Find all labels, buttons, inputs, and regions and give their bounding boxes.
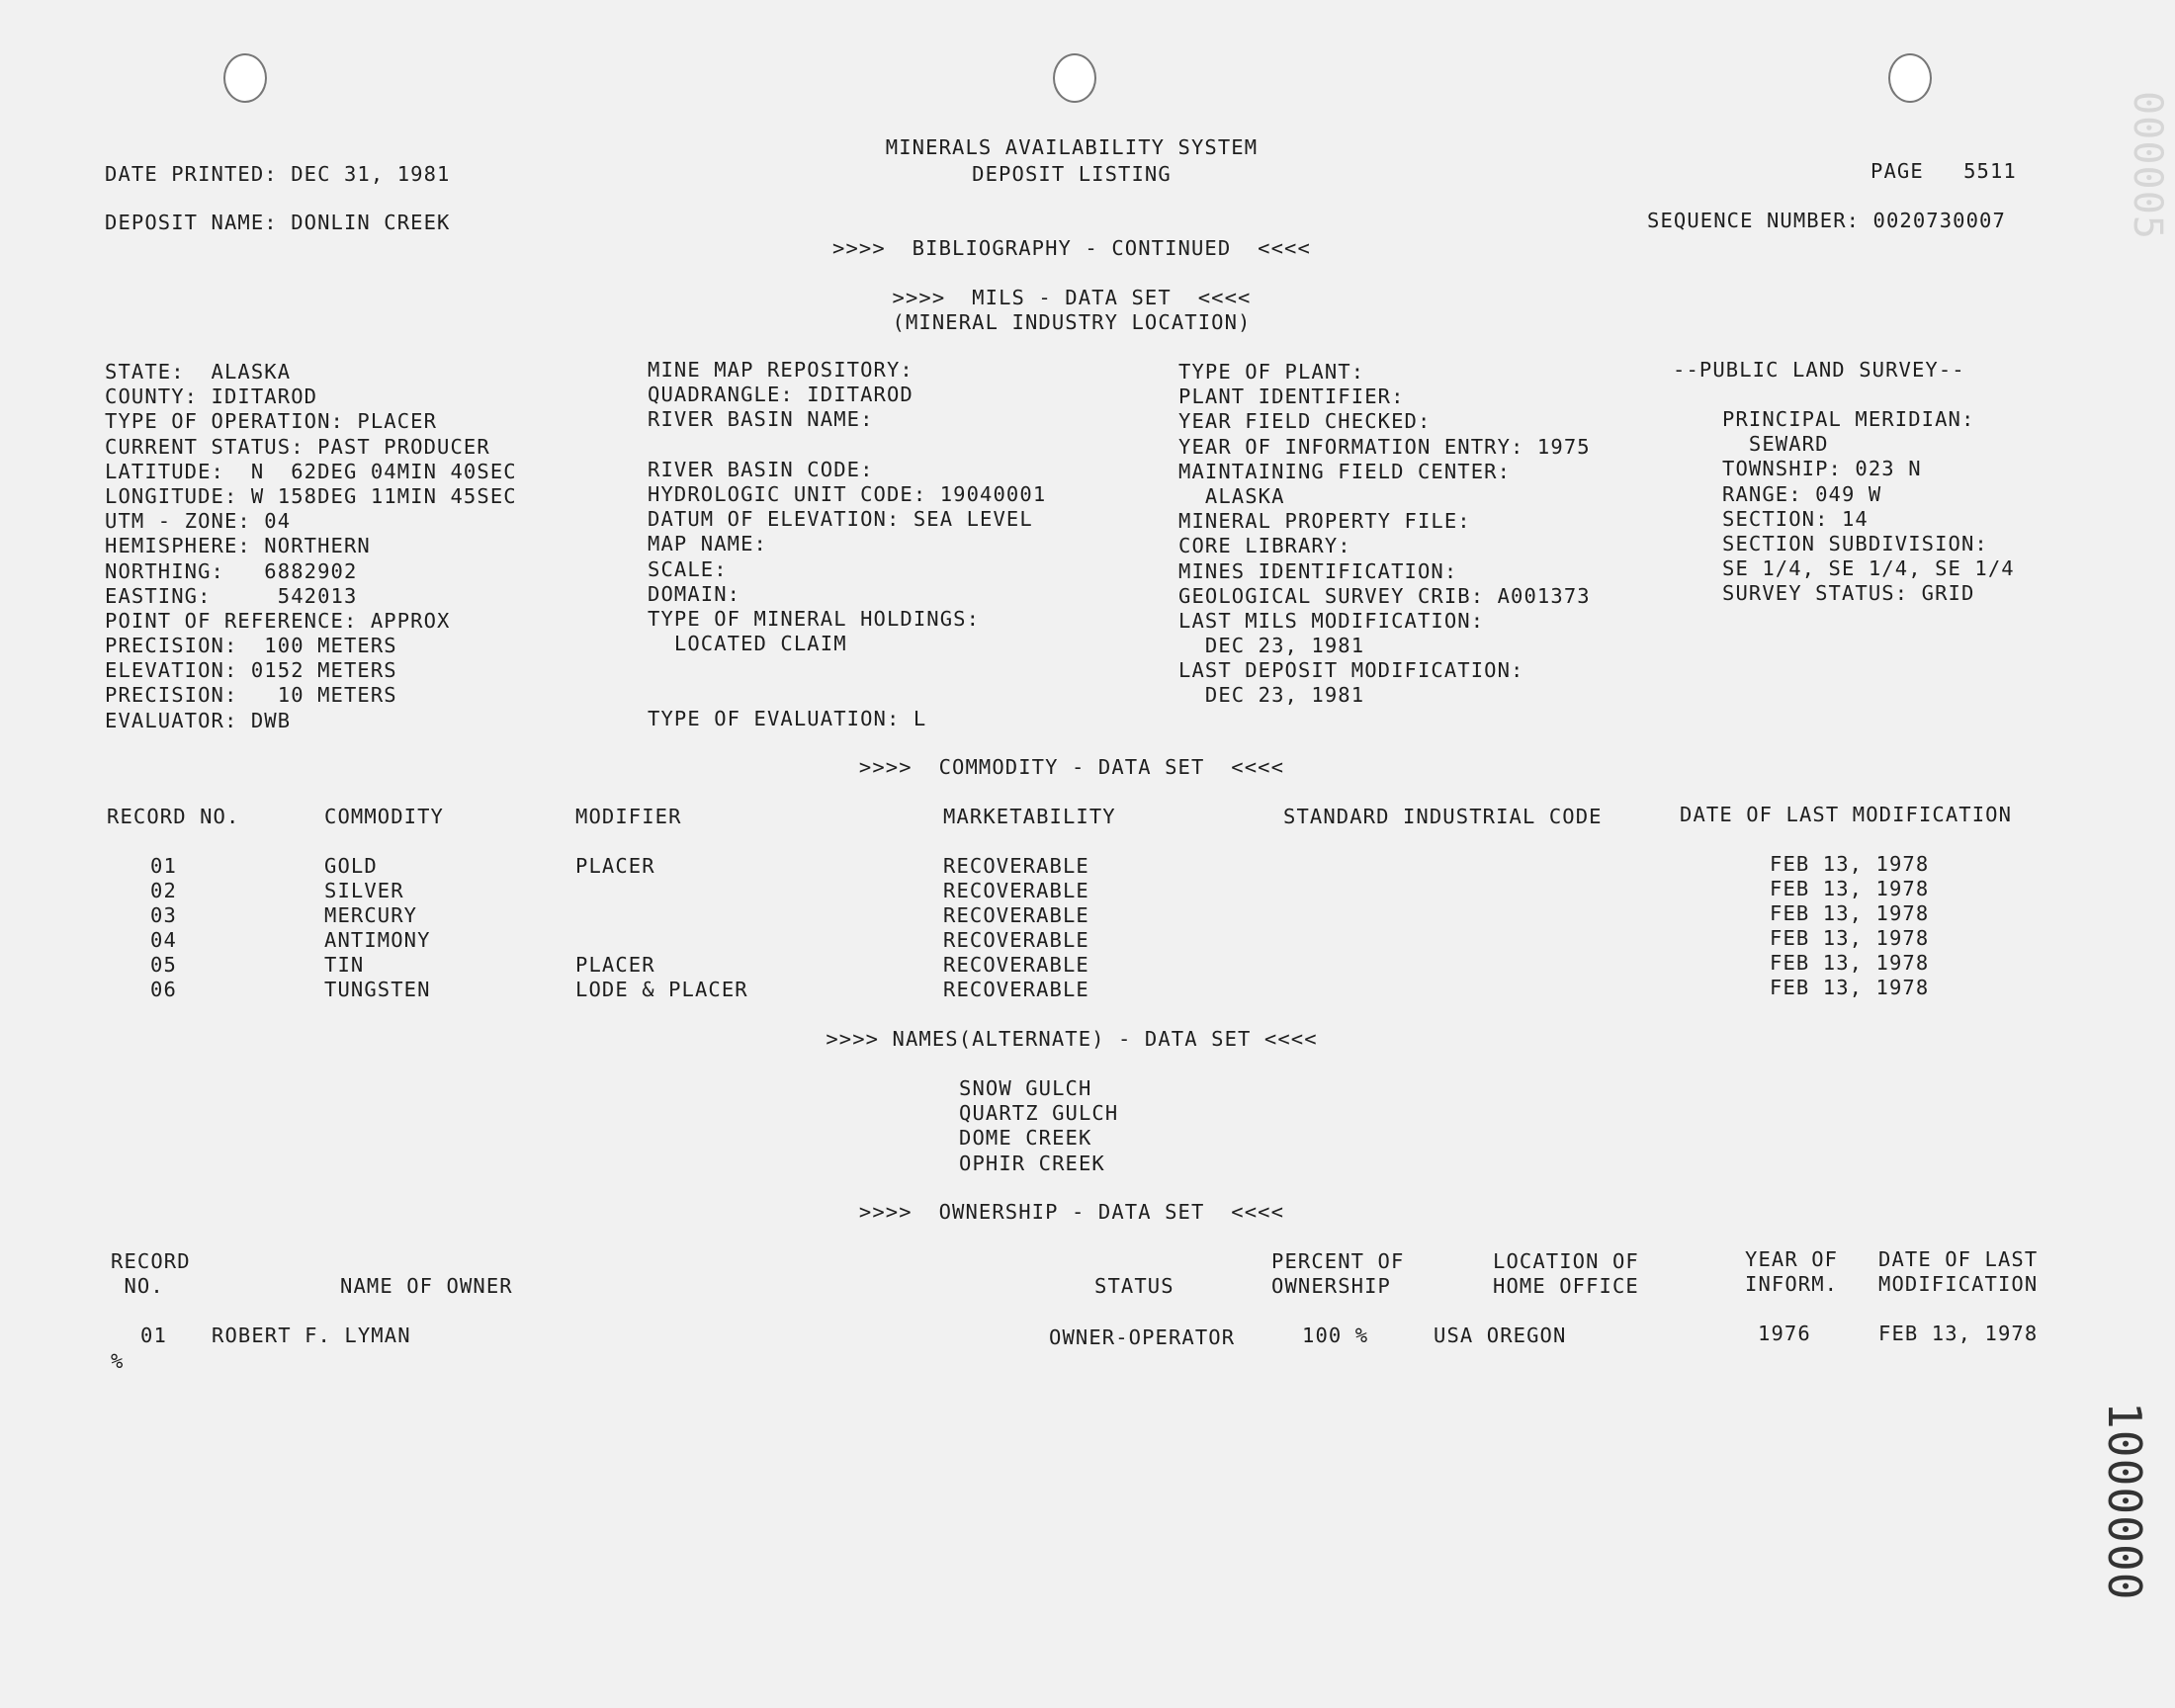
mils-field: PRECISION: 100 METERS xyxy=(105,634,397,658)
commodity-cell: ANTIMONY xyxy=(324,928,431,952)
commodity-cell: TIN xyxy=(324,953,365,977)
mils-field: POINT OF REFERENCE: APPROX xyxy=(105,608,451,633)
marketability-cell: RECOVERABLE xyxy=(943,978,1089,1001)
mils-field: LOCATED CLAIM xyxy=(648,632,847,656)
record-no-cell: 04 xyxy=(150,928,177,952)
mils-field: LAST MILS MODIFICATION: xyxy=(1178,608,1485,633)
punch-hole-left xyxy=(223,53,267,103)
mils-field: MINES IDENTIFICATION: xyxy=(1178,558,1458,583)
marketability-cell: RECOVERABLE xyxy=(943,854,1089,878)
column-header-year-2: INFORM. xyxy=(1745,1272,1839,1296)
mils-field: MAINTAINING FIELD CENTER: xyxy=(1178,459,1512,483)
alternate-names-heading: >>>> NAMES(ALTERNATE) - DATA SET <<<< xyxy=(826,1027,1318,1051)
mils-field: YEAR FIELD CHECKED: xyxy=(1178,409,1432,434)
mils-field: PLANT IDENTIFIER: xyxy=(1178,384,1405,409)
date-cell: FEB 13, 1978 xyxy=(1770,951,1930,975)
mils-field: LAST DEPOSIT MODIFICATION: xyxy=(1178,658,1524,683)
mils-field: TYPE OF MINERAL HOLDINGS: xyxy=(648,606,981,631)
mils-field: QUADRANGLE: IDITAROD xyxy=(648,383,914,407)
modifier-cell: PLACER xyxy=(575,953,655,977)
mils-field: NORTHING: 6882902 xyxy=(105,558,358,583)
mils-column-2 xyxy=(648,358,1046,731)
column-header-location-2: HOME OFFICE xyxy=(1493,1274,1639,1298)
date-cell: FEB 13, 1978 xyxy=(1878,1322,2039,1345)
list-item: QUARTZ GULCH xyxy=(959,1101,1119,1126)
mils-field: DEC 23, 1981 xyxy=(1178,634,1365,658)
public-land-survey-heading: --PUBLIC LAND SURVEY-- xyxy=(1673,358,1965,382)
mils-subheading: (MINERAL INDUSTRY LOCATION) xyxy=(892,310,1252,334)
column-header-marketability: MARKETABILITY xyxy=(943,805,1116,828)
owner-name-cell: ROBERT F. LYMAN xyxy=(212,1324,411,1347)
year-cell: 1976 xyxy=(1758,1322,1811,1345)
mils-field: DOMAIN: xyxy=(648,581,741,606)
punch-hole-right xyxy=(1888,53,1932,103)
marketability-cell: RECOVERABLE xyxy=(943,903,1089,927)
status-cell: OWNER-OPERATOR xyxy=(1049,1325,1236,1349)
mils-field: TYPE OF EVALUATION: L xyxy=(648,706,927,730)
mils-field: LATITUDE: N 62DEG 04MIN 40SEC xyxy=(105,459,517,483)
mils-field: SECTION: 14 xyxy=(1722,506,1869,531)
mils-field: MINERAL PROPERTY FILE: xyxy=(1178,509,1471,534)
end-marker: % xyxy=(111,1349,125,1373)
mils-field: PRINCIPAL MERIDIAN: xyxy=(1722,407,1975,431)
mils-field: MAP NAME: xyxy=(648,532,767,556)
column-header-date-2: MODIFICATION xyxy=(1878,1272,2039,1296)
ownership-heading: >>>> OWNERSHIP - DATA SET <<<< xyxy=(858,1200,1285,1224)
mils-field: SURVEY STATUS: GRID xyxy=(1722,581,1975,606)
mils-field: GEOLOGICAL SURVEY CRIB: A001373 xyxy=(1178,583,1591,608)
column-header-sic: STANDARD INDUSTRIAL CODE xyxy=(1283,805,1603,828)
mils-field: EVALUATOR: DWB xyxy=(105,708,292,732)
mils-field: UTM - ZONE: 04 xyxy=(105,509,292,534)
date-printed: DATE PRINTED: DEC 31, 1981 xyxy=(105,162,451,186)
percent-cell: 100 % xyxy=(1302,1324,1369,1347)
mils-field: HEMISPHERE: NORTHERN xyxy=(105,534,371,558)
marketability-cell: RECOVERABLE xyxy=(943,879,1089,902)
mils-field: ELEVATION: 0152 METERS xyxy=(105,658,397,683)
mils-field: YEAR OF INFORMATION ENTRY: 1975 xyxy=(1178,434,1591,459)
marketability-cell: RECOVERABLE xyxy=(943,953,1089,977)
mils-column-1 xyxy=(105,360,517,733)
system-title: MINERALS AVAILABILITY SYSTEM xyxy=(885,135,1259,159)
mils-field: STATE: ALASKA xyxy=(105,360,292,384)
mils-field xyxy=(648,656,1046,681)
list-item: SNOW GULCH xyxy=(959,1076,1092,1100)
date-cell: FEB 13, 1978 xyxy=(1770,852,1930,876)
modifier-cell: LODE & PLACER xyxy=(575,978,748,1001)
listing-title: DEPOSIT LISTING xyxy=(972,162,1172,186)
record-no-cell: 01 xyxy=(150,854,177,878)
commodity-heading: >>>> COMMODITY - DATA SET <<<< xyxy=(858,755,1285,779)
mils-field: EASTING: 542013 xyxy=(105,583,358,608)
mils-field: DEC 23, 1981 xyxy=(1178,683,1365,708)
sequence-number: SEQUENCE NUMBER: 0020730007 xyxy=(1647,209,2006,232)
commodity-cell: GOLD xyxy=(324,854,378,878)
mils-column-3 xyxy=(1178,360,1591,709)
mils-field: PRECISION: 10 METERS xyxy=(105,683,397,708)
mils-field: COUNTY: IDITAROD xyxy=(105,384,318,409)
alternate-names-list xyxy=(959,1076,1118,1176)
commodity-cell: MERCURY xyxy=(324,903,418,927)
column-header-date-last-modification: DATE OF LAST MODIFICATION xyxy=(1680,803,2013,826)
mils-field: SECTION SUBDIVISION: xyxy=(1722,531,1988,555)
deposit-name: DEPOSIT NAME: DONLIN CREEK xyxy=(105,211,451,234)
mils-field: SE 1/4, SE 1/4, SE 1/4 xyxy=(1722,556,2015,581)
mils-field: ALASKA xyxy=(1178,483,1285,508)
mils-field: CURRENT STATUS: PAST PRODUCER xyxy=(105,434,490,459)
record-no-cell: 06 xyxy=(150,978,177,1001)
mils-field xyxy=(648,433,1046,458)
column-header-record-no: RECORD NO. xyxy=(107,805,240,828)
mils-field: SCALE: xyxy=(648,556,728,581)
record-no-cell: 03 xyxy=(150,903,177,927)
modifier-cell: PLACER xyxy=(575,854,655,878)
location-cell: USA OREGON xyxy=(1434,1324,1567,1347)
column-header-record: RECORD xyxy=(111,1249,191,1273)
mils-field: DATUM OF ELEVATION: SEA LEVEL xyxy=(648,507,1033,532)
date-cell: FEB 13, 1978 xyxy=(1770,877,1930,900)
mils-field: LONGITUDE: W 158DEG 11MIN 45SEC xyxy=(105,483,517,508)
marketability-cell: RECOVERABLE xyxy=(943,928,1089,952)
list-item: DOME CREEK xyxy=(959,1126,1092,1151)
date-cell: FEB 13, 1978 xyxy=(1770,926,1930,950)
mils-field: SEWARD xyxy=(1722,432,1829,457)
record-no-cell: 01 xyxy=(140,1324,167,1347)
column-header-owner-name: NAME OF OWNER xyxy=(340,1274,513,1298)
column-header-commodity: COMMODITY xyxy=(324,805,444,828)
mils-field: RANGE: 049 W xyxy=(1722,481,1882,506)
column-header-record-no: NO. xyxy=(111,1274,164,1298)
column-header-modifier: MODIFIER xyxy=(575,805,682,828)
list-item: OPHIR CREEK xyxy=(959,1151,1105,1175)
date-cell: FEB 13, 1978 xyxy=(1770,976,1930,999)
column-header-status: STATUS xyxy=(1094,1274,1174,1298)
column-header-percent-2: OWNERSHIP xyxy=(1271,1274,1391,1298)
mils-field xyxy=(648,681,1046,706)
column-header-year-1: YEAR OF xyxy=(1745,1247,1839,1271)
mils-field: RIVER BASIN NAME: xyxy=(648,407,874,432)
commodity-cell: SILVER xyxy=(324,879,404,902)
mils-field: TOWNSHIP: 023 N xyxy=(1722,457,1922,481)
record-no-cell: 02 xyxy=(150,879,177,902)
mils-column-4 xyxy=(1722,407,2015,607)
stamp-bottom-right: 1000000 xyxy=(2098,1402,2151,1601)
mils-field: CORE LIBRARY: xyxy=(1178,534,1351,558)
page-number: PAGE 5511 xyxy=(1870,159,2017,183)
stamp-top-right: 000005 xyxy=(2125,91,2170,241)
column-header-percent-1: PERCENT OF xyxy=(1271,1249,1405,1273)
mils-field: RIVER BASIN CODE: xyxy=(648,457,874,481)
punch-hole-center xyxy=(1053,53,1096,103)
date-cell: FEB 13, 1978 xyxy=(1770,901,1930,925)
mils-field: MINE MAP REPOSITORY: xyxy=(648,358,914,382)
commodity-cell: TUNGSTEN xyxy=(324,978,431,1001)
mils-heading: >>>> MILS - DATA SET <<<< xyxy=(892,286,1252,309)
mils-field: TYPE OF OPERATION: PLACER xyxy=(105,409,438,434)
bibliography-heading: >>>> BIBLIOGRAPHY - CONTINUED <<<< xyxy=(832,236,1311,260)
mils-field: HYDROLOGIC UNIT CODE: 19040001 xyxy=(648,481,1047,506)
mils-field: TYPE OF PLANT: xyxy=(1178,360,1365,384)
record-no-cell: 05 xyxy=(150,953,177,977)
column-header-date-1: DATE OF LAST xyxy=(1878,1247,2039,1271)
column-header-location-1: LOCATION OF xyxy=(1493,1249,1639,1273)
